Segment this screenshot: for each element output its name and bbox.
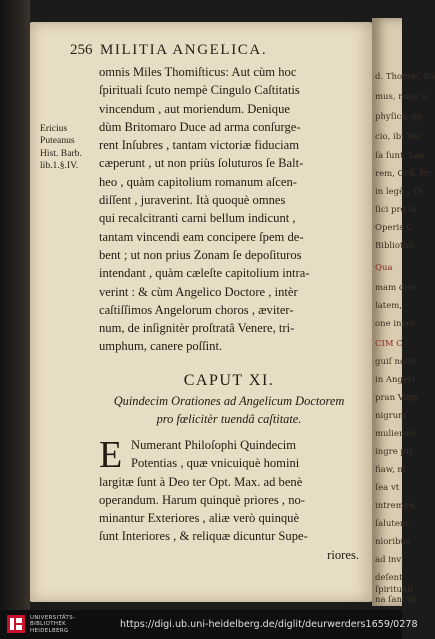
text-line: largitæ ſunt à Deo ter Opt. Max. ad benè — [99, 474, 303, 489]
next-page-fragment: mulierum — [375, 429, 417, 439]
text-line: heo , quàm capitolium romanum aſcen- — [99, 174, 297, 189]
library-logo-icon — [6, 614, 26, 634]
subtitle-line: pro fœlicitèr tuendâ caſtitate. — [156, 412, 302, 426]
next-page-fragment: mus, nunc a — [375, 92, 428, 102]
next-page-fragment: latem, — [375, 301, 402, 311]
next-page-fragment: nigrum — [375, 411, 407, 421]
next-page-fragment: Operis C — [375, 223, 413, 233]
next-page-fragment: ad invi — [375, 555, 404, 565]
document-url-link[interactable]: https://digi.ub.uni-heidelberg.de/diglit/deurwerders1659/0278 — [120, 619, 418, 630]
text-line: verint : & cùm Angelico Doctore , intèr — [99, 284, 298, 299]
margin-note — [40, 123, 100, 173]
next-page-fragment: deſent — [375, 573, 403, 583]
next-page-fragment: Qua — [375, 263, 393, 273]
text-line: riores. — [327, 547, 359, 562]
book-edge — [0, 0, 30, 610]
text-line: ſunt Interiores , & reliquæ dicuntur Supe- — [99, 529, 308, 544]
text-line: cæperunt , ut non priùs ſoluturos ſe Balt- — [99, 156, 304, 171]
text-line: diſſent , juraverint. Ità quoquè omnes — [99, 193, 286, 208]
next-page-fragment: in Angeri — [375, 375, 415, 385]
text-line: umphum, canere poſſint. — [99, 339, 223, 354]
text-line: qui recalcitranti carni bellum indicunt , — [99, 211, 296, 226]
text-line: minantur Exteriores , aliæ verò quinquè — [99, 511, 300, 526]
next-page-fragment: mam dice — [375, 283, 417, 293]
next-page-fragment: intremen, — [375, 501, 417, 511]
running-head: MILITIA ANGELICA. — [100, 42, 268, 58]
margin-note-line: lib.1.§.IV. — [40, 160, 79, 172]
viewer-footer — [0, 610, 418, 639]
next-page-fragment: nioribus — [375, 537, 411, 547]
chapter-title: CAPUT XI. — [183, 372, 275, 389]
drop-cap: E — [99, 434, 123, 476]
next-page-fragment: ſpirituali — [375, 585, 413, 595]
next-page-fragment: cio, ibi Ver — [375, 132, 422, 142]
margin-note-line: Puteanus — [40, 135, 75, 147]
text-line: operandum. Harum quinquè priores , no- — [99, 492, 305, 507]
library-name-line: HEIDELBERG — [30, 627, 69, 634]
next-page-fragment: na ſanctiſ — [375, 595, 416, 605]
next-page-fragment: CIM C — [375, 339, 403, 349]
text-line: caſtiſſimos Angelorum choros , æviter- — [99, 302, 294, 317]
next-page-fragment: ingre pri — [375, 447, 413, 457]
next-page-fragment: one inver — [375, 319, 416, 329]
library-name — [30, 615, 75, 634]
next-page-fragment: in legè , Th — [375, 187, 424, 197]
margin-note-line: Ericius — [40, 123, 68, 134]
margin-note-line: Hist. Barb. — [40, 147, 82, 159]
second-paragraph — [99, 436, 359, 564]
text-line: bent ; ut non prius Zonam ſe depoſituros — [99, 247, 302, 262]
text-line: omnis Miles Thomiſticus: Aut cùm hoc — [99, 65, 297, 79]
next-page-fragment: d. Thomæ, Da — [375, 72, 435, 82]
next-page-fragment: ſea vt — [375, 483, 400, 493]
next-page-fragment: ſa ſunt, Lan — [375, 151, 426, 161]
text-line: rent Inſubres , tantam victoriæ fiduciam — [99, 138, 300, 153]
text-line: vincendum , aut moriendum. Denique — [99, 101, 290, 116]
next-page-fragment: fiaw, m — [375, 465, 406, 475]
next-page-fragment: rem, Ord. Pr — [375, 169, 430, 179]
text-line: Numerant Philoſophi Quindecim — [131, 438, 297, 452]
next-page-fragment: Bibliothe — [375, 241, 414, 251]
page-header — [70, 42, 360, 62]
next-page-edge — [372, 18, 435, 606]
chapter-subtitle — [99, 392, 359, 428]
text-line: Potentias , quæ vnicuiquè homini — [131, 456, 300, 471]
page-number: 256 — [70, 42, 93, 58]
next-page-fragment: phyſica, qu — [375, 112, 423, 122]
next-page-fragment: pran Virgi — [375, 393, 419, 403]
text-line: num, de inſignitèr proſtratâ Venere, tri- — [99, 321, 295, 336]
next-page-fragment: ſalutem, — [375, 519, 411, 529]
library-name-line: UNIVERSITÄTS- — [30, 615, 76, 621]
library-name-line: BIBLIOTHEK — [30, 621, 67, 628]
next-page-fragment: ſici pro ſu — [375, 205, 417, 215]
text-line: intendant , quàm cæleſte capitolium intra- — [99, 266, 310, 281]
body-paragraph — [99, 63, 359, 356]
next-page-fragment: guiſ noſtr — [375, 357, 416, 367]
text-line: ſpirituali ſcuto nempè Cingulo Caſtitatis — [99, 83, 300, 98]
text-line: dùm Britomaro Duce ad arma conſurge- — [99, 119, 301, 134]
text-line: tantam vincendi eam concipere ſpem de- — [99, 229, 304, 244]
subtitle-line: Quindecim Orationes ad Angelicum Doctorem — [113, 394, 345, 408]
